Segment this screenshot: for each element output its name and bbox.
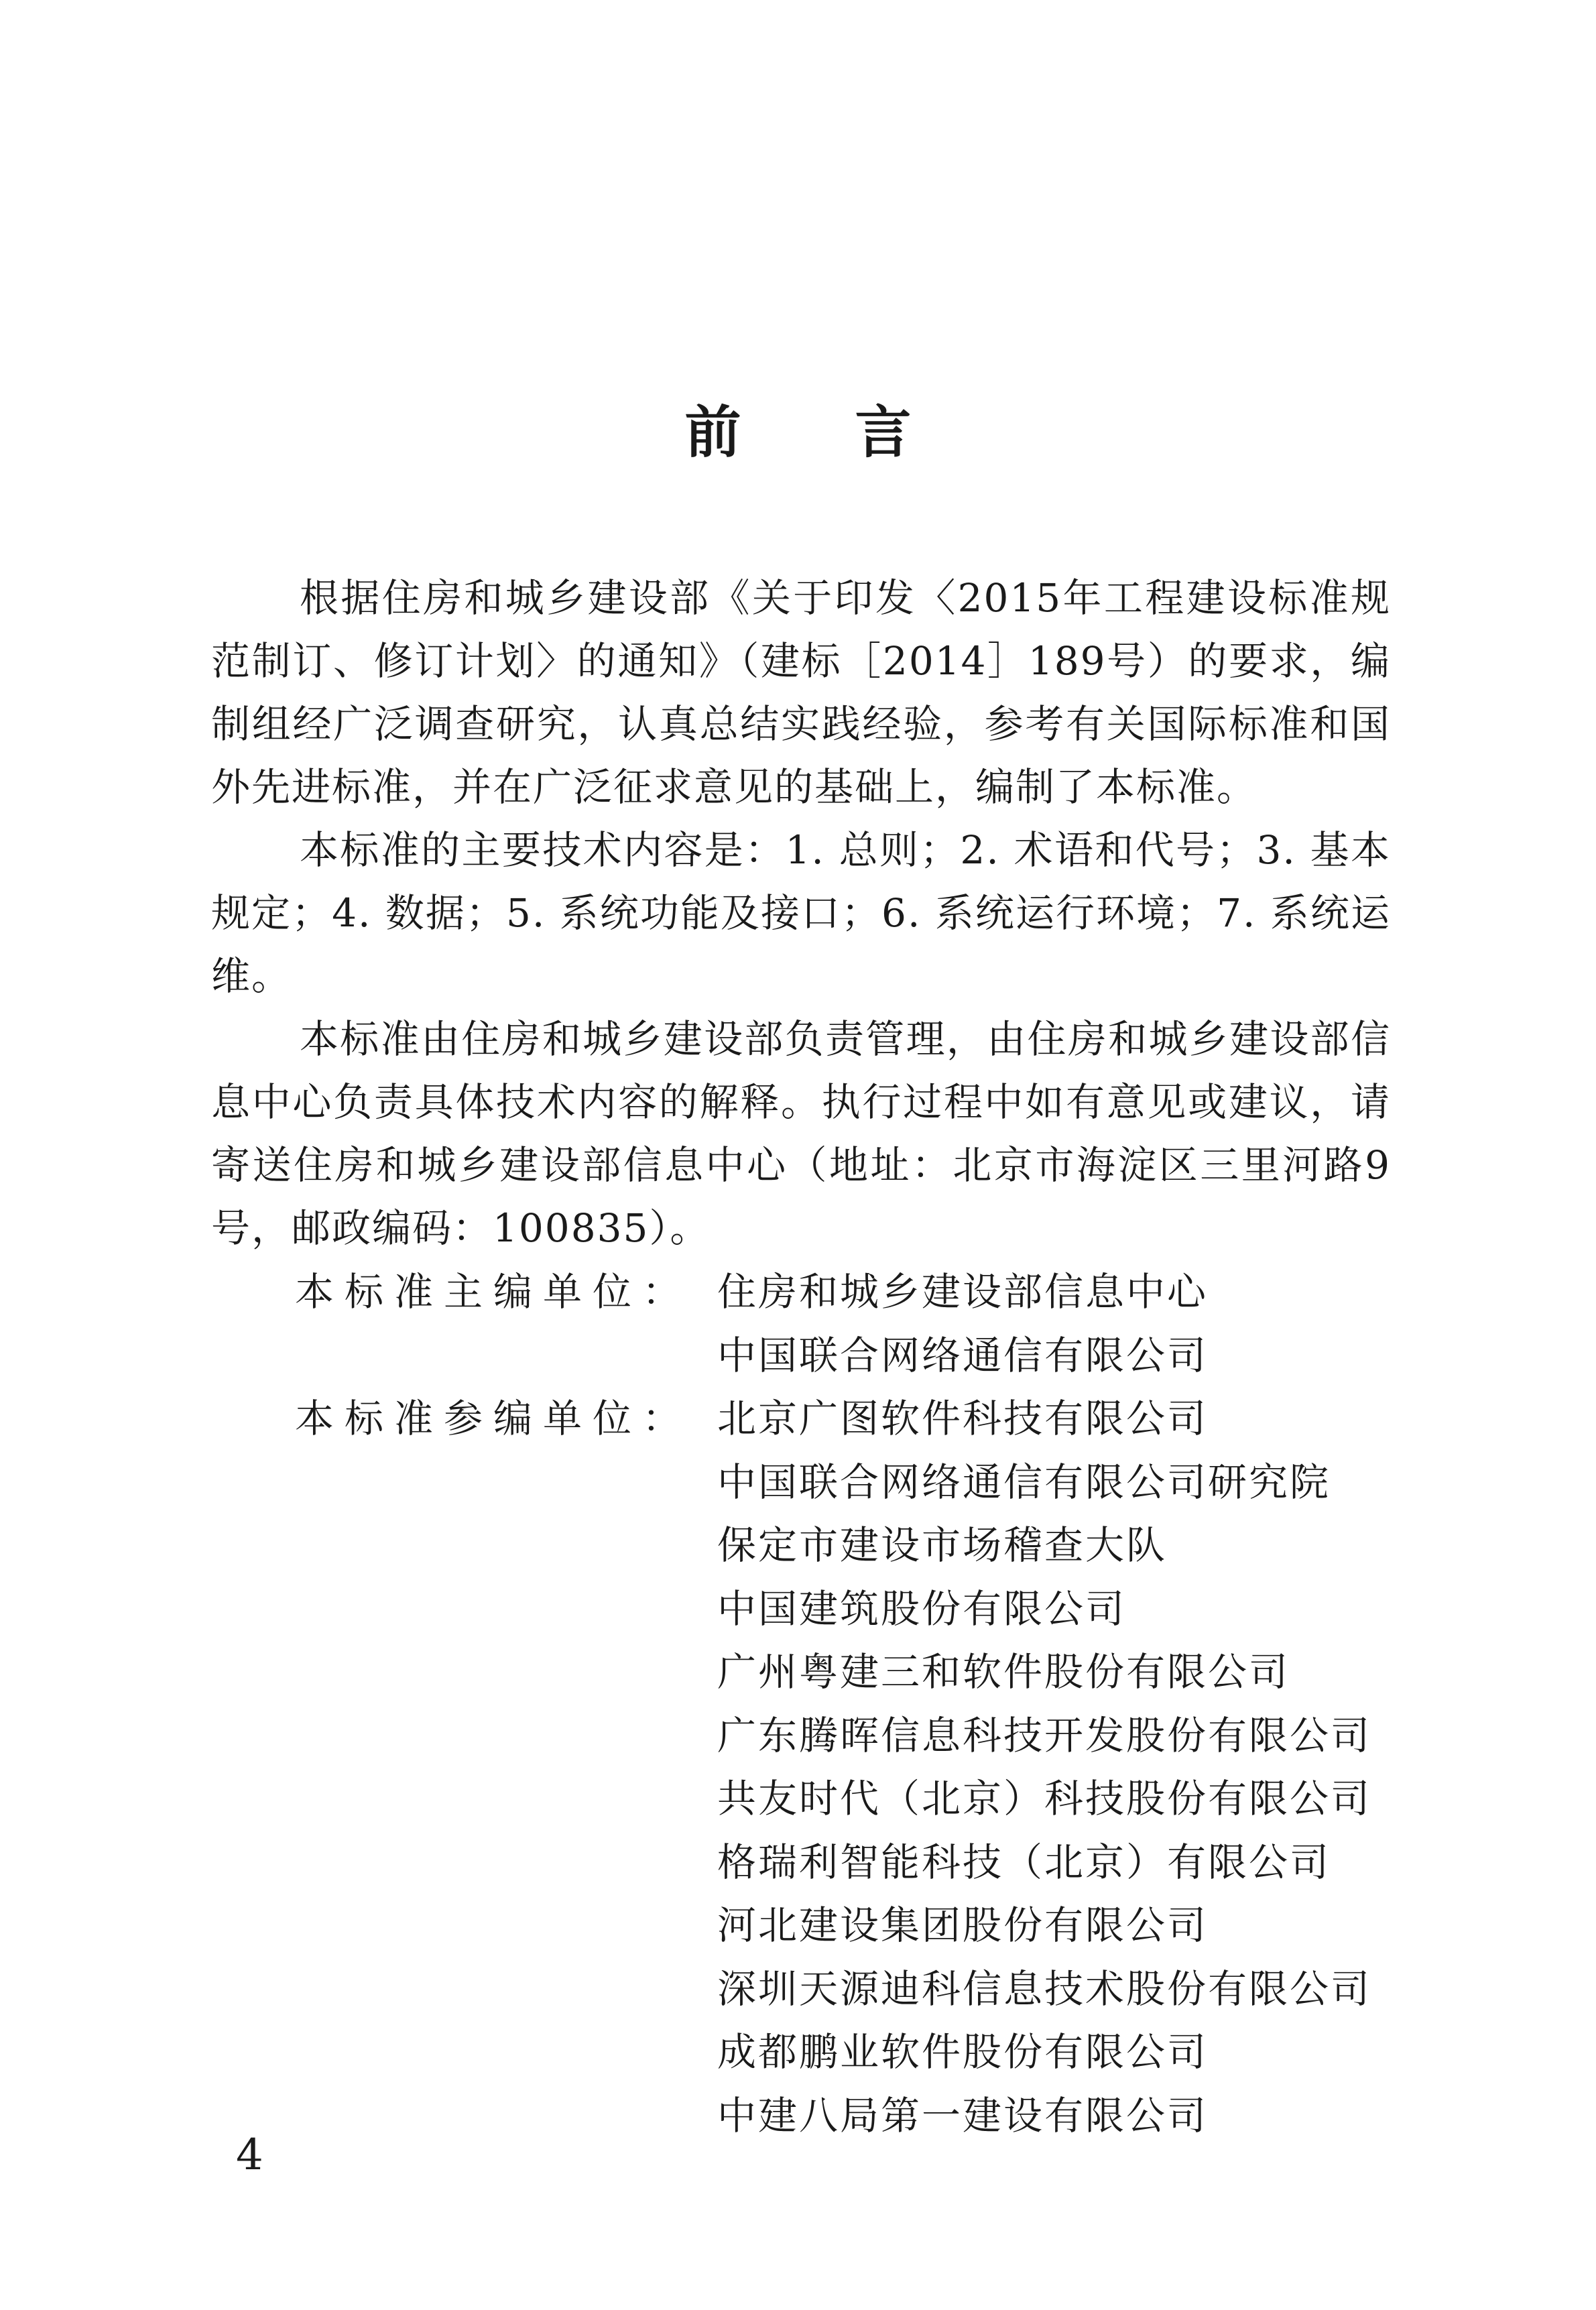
participating-editor-name: 广州粤建三和软件股份有限公司 [717, 1649, 1290, 1695]
paragraph-contents: 本标准的主要技术内容是：1. 总则；2. 术语和代号；3. 基本规定；4. 数据；5. 系统功能及接口；6. 系统运行环境；7. 系统运维。 [211, 827, 1391, 999]
participating-editor-name: 保定市建设市场稽查大队 [717, 1522, 1168, 1568]
participating-editor-name: 广东腾晖信息科技开发股份有限公司 [717, 1712, 1372, 1758]
chief-editor-name: 中国联合网络通信有限公司 [717, 1332, 1209, 1378]
participating-editors-row [295, 1387, 1371, 2147]
participating-editors-label: 本标准参编单位： [295, 1396, 692, 1441]
chief-editors-list [717, 1260, 1208, 1387]
chief-editors-label: 本标准主编单位： [295, 1269, 692, 1315]
participating-editor-name: 成都鹏业软件股份有限公司 [717, 2029, 1209, 2075]
editing-units [295, 1260, 1371, 2147]
participating-editor-name: 共友时代（北京）科技股份有限公司 [717, 1776, 1372, 1821]
paragraph-management: 本标准由住房和城乡建设部负责管理，由住房和城乡建设部信息中心负责具体技术内容的解释。执行过程中如有意见或建议，请寄送住房和城乡建设部信息中心（地址：北京市海淀区三里河路9号，邮政编码：100835）。 [211, 1016, 1391, 1251]
participating-editor-name: 中国联合网络通信有限公司研究院 [717, 1459, 1331, 1505]
page-number: 4 [236, 2130, 263, 2180]
page-title [0, 396, 1596, 469]
participating-editor-name: 深圳天源迪科信息技术股份有限公司 [717, 1965, 1372, 2012]
participating-editor-name: 河北建设集团股份有限公司 [717, 1902, 1209, 1948]
participating-editor-name: 中建八局第一建设有限公司 [717, 2092, 1209, 2138]
page-title-char-2: 言 [855, 400, 912, 465]
preface-body [211, 566, 1391, 1260]
page-title-char-1: 前 [684, 400, 741, 465]
participating-editors-list [717, 1387, 1371, 2147]
paragraph-basis: 根据住房和城乡建设部《关于印发〈2015年工程建设标准规范制订、修订计划〉的通知》（建标［2014］189号）的要求，编制组经广泛调查研究，认真总结实践经验，参考有关国际标准和国外先进标准，并在广泛征求意见的基础上，编制了本标准。 [211, 575, 1391, 810]
participating-editor-name: 格瑞利智能科技（北京）有限公司 [717, 1839, 1331, 1885]
participating-editor-name: 中国建筑股份有限公司 [717, 1585, 1127, 1632]
chief-editors-row [295, 1260, 1371, 1387]
participating-editor-name: 北京广图软件科技有限公司 [717, 1396, 1209, 1441]
chief-editor-name: 住房和城乡建设部信息中心 [717, 1269, 1209, 1315]
